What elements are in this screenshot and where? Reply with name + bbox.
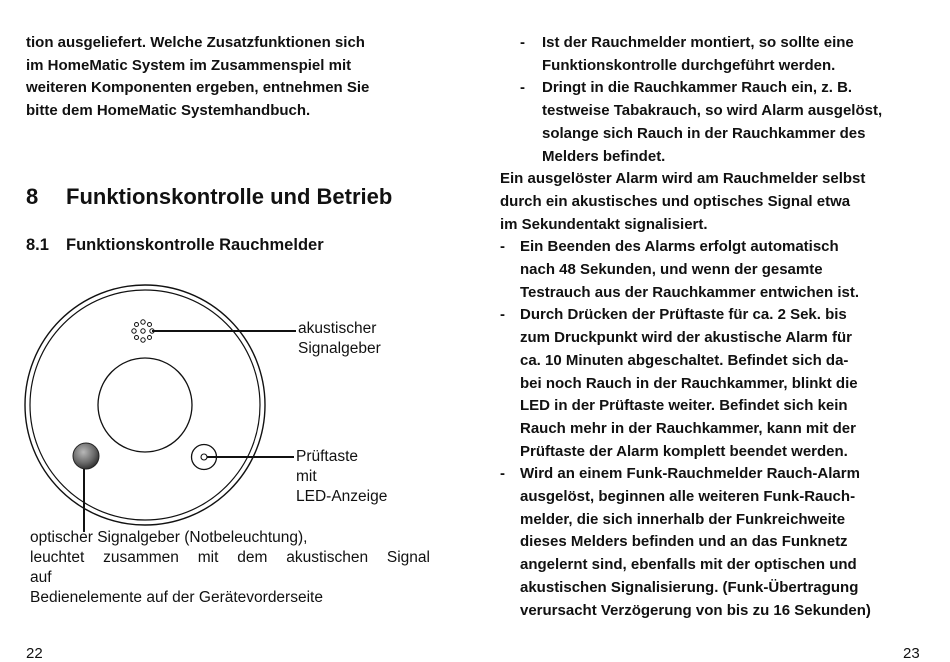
text-line: nach 48 Sekunden, und wenn der gesamte: [520, 261, 823, 279]
text-line: Ist der Rauchmelder montiert, so sollte eine: [542, 34, 854, 51]
label-line: LED-Anzeige: [296, 488, 388, 505]
right-page: [475, 0, 950, 662]
page-number-right: 23: [903, 645, 920, 662]
text-line: ca. 10 Minuten abgeschaltet. Befindet sich da-: [520, 351, 849, 369]
section-number: 8: [26, 184, 39, 209]
text-line: Testrauch aus der Rauchkammer entwichen ist.: [520, 283, 860, 301]
test-button-led: [201, 454, 207, 460]
text-line: Ein ausgelöster Alarm wird am Rauchmelder selbst: [500, 170, 866, 188]
intro-line: im HomeMatic System im Zusammenspiel mit: [26, 56, 352, 74]
label-line: Signalgeber: [298, 340, 381, 357]
text-line: solange sich Rauch in der Rauchkammer des: [542, 124, 866, 142]
intro-line: weiteren Komponenten ergeben, entnehmen Sie: [26, 79, 370, 96]
text-line: angelernt sind, ebenfalls mit der optischen und: [520, 556, 857, 574]
text-line: bei noch Rauch in der Rauchkammer, blinkt die: [520, 374, 858, 392]
test-button-label: [296, 447, 436, 507]
subsection-heading: [26, 236, 324, 255]
text-line: Durch Drücken der Prüftaste für ca. 2 Sek. bis: [520, 306, 847, 324]
bullet-item: [520, 77, 922, 168]
intro-line: bitte dem HomeMatic Systemhandbuch.: [26, 101, 311, 119]
bullet-item: [500, 463, 922, 622]
detector-inner-ring: [30, 290, 260, 520]
label-line: akustischer: [298, 320, 377, 337]
label-line: auf: [30, 569, 52, 586]
page-number-left: 22: [26, 645, 43, 662]
text-line: im Sekundentakt signalisiert.: [500, 215, 708, 233]
bullet-item: [500, 236, 922, 304]
paragraph: [500, 168, 922, 236]
section-heading: [26, 184, 392, 210]
label-line: Bedienelemente auf der Gerätevorderseite: [30, 589, 323, 606]
text-line: Rauch mehr in der Rauchkammer, kann mit der: [520, 419, 856, 437]
section-title: Funktionskontrolle und Betrieb: [66, 184, 393, 209]
text-line: akustischen Signalisierung. (Funk-Übertragung: [520, 578, 859, 596]
text-line: durch ein akustisches und optisches Signal etwa: [500, 192, 851, 210]
optical-signal-label: [30, 528, 430, 608]
intro-paragraph: [26, 32, 446, 122]
bullet-dash: -: [500, 306, 505, 324]
label-line: Prüftaste: [296, 448, 359, 465]
text-line: Wird an einem Funk-Rauchmelder Rauch-Alarm: [520, 465, 860, 483]
text-line: Melders befindet.: [542, 147, 666, 165]
label-line: leuchtet zusammen mit dem akustischen Signal: [30, 549, 430, 566]
text-line: zum Druckpunkt wird der akustische Alarm für: [520, 329, 853, 347]
text-line: LED in der Prüftaste weiter. Befindet sich kein: [520, 397, 848, 415]
text-line: Prüftaste der Alarm komplett beendet werden.: [520, 442, 848, 460]
bullet-dash: -: [520, 34, 525, 51]
text-line: Dringt in die Rauchkammer Rauch ein, z. B.: [542, 79, 853, 97]
text-line: Ein Beenden des Alarms erfolgt automatisch: [520, 238, 839, 256]
intro-line: tion ausgeliefert. Welche Zusatzfunktionen sich: [26, 34, 365, 51]
text-line: testweise Tabakrauch, so wird Alarm ausgelöst,: [542, 102, 883, 120]
bullet-dash: -: [500, 238, 505, 256]
label-line: mit: [296, 468, 317, 485]
subsection-number: 8.1: [26, 236, 49, 254]
smoke-chamber: [98, 358, 192, 452]
acoustic-sounder-icon: [132, 320, 154, 342]
text-line: melder, die sich innerhalb der Funkreichweite: [520, 510, 846, 528]
label-line: optischer Signalgeber (Notbeleuchtung),: [30, 529, 308, 546]
subsection-title: Funktionskontrolle Rauchmelder: [66, 236, 324, 254]
text-line: dieses Melders befinden und an das Funknetz: [520, 533, 848, 551]
right-column-text: [500, 32, 922, 622]
optical-signal-led: [73, 443, 99, 469]
bullet-dash: -: [500, 465, 505, 483]
bullet-item: [520, 32, 922, 77]
text-line: Funktionskontrolle durchgeführt werden.: [542, 56, 836, 74]
text-line: verursacht Verzögerung von bis zu 16 Sekunden): [520, 601, 871, 619]
bullet-item: [500, 304, 922, 463]
text-line: ausgelöst, beginnen alle weiteren Funk-Rauch-: [520, 488, 856, 506]
bullet-dash: -: [520, 79, 525, 97]
smoke-detector-diagram: [0, 270, 475, 570]
acoustic-signal-label: [298, 319, 448, 359]
